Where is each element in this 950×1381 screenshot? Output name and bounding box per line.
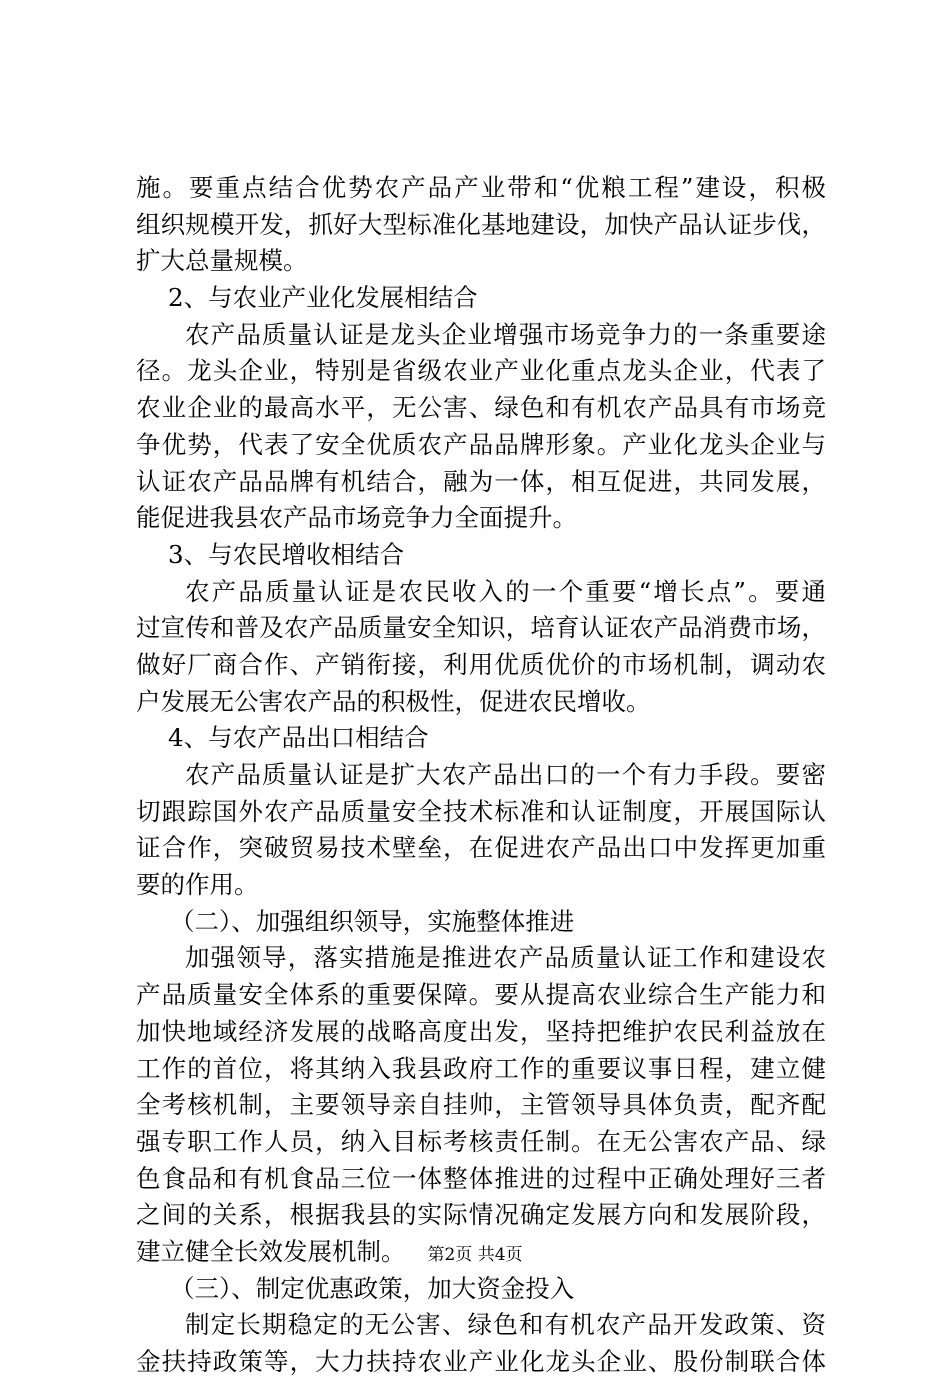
- text-line: 色食品和有机食品三位一体整体推进的过程中正确处理好三者: [136, 1163, 826, 1193]
- text-line: 制定长期稳定的无公害、绿色和有机农产品开发政策、资: [185, 1310, 826, 1340]
- body-text: [136, 170, 826, 1381]
- section-heading: 2、与农业产业化发展相结合: [168, 283, 478, 313]
- text-line: 切跟踪国外农产品质量安全技术标准和认证制度，开展国际认: [136, 796, 826, 826]
- text-line: 工作的首位，将其纳入我县政府工作的重要议事日程，建立健: [136, 1053, 826, 1083]
- text-line: 能促进我县农产品市场竞争力全面提升。: [136, 503, 577, 533]
- section-heading: （二）、加强组织领导，实施整体推进: [170, 906, 575, 936]
- section-heading: 4、与农产品出口相结合: [168, 723, 429, 753]
- text-line: 径。龙头企业，特别是省级农业产业化重点龙头企业，代表了: [136, 356, 826, 386]
- text-line: 做好厂商合作、产销衔接，利用优质优价的市场机制，调动农: [136, 649, 826, 679]
- text-line: 金扶持政策等，大力扶持农业产业化龙头企业、股份制联合体: [136, 1347, 826, 1376]
- text-line: 农业企业的最高水平，无公害、绿色和有机农产品具有市场竞: [136, 393, 826, 423]
- text-line: 之间的关系，根据我县的实际情况确定发展方向和发展阶段，: [136, 1200, 826, 1230]
- text-line: 认证农产品品牌有机结合，融为一体，相互促进，共同发展，: [136, 466, 826, 496]
- text-line: 农产品质量认证是龙头企业增强市场竞争力的一条重要途: [185, 319, 826, 349]
- text-line: 要的作用。: [136, 870, 259, 900]
- page-footer: 第2页 共4页: [427, 1245, 523, 1265]
- text-line: 证合作，突破贸易技术壁垒，在促进农产品出口中发挥更加重: [136, 833, 826, 863]
- text-line: 强专职工作人员，纳入目标考核责任制。在无公害农产品、绿: [136, 1126, 826, 1156]
- text-line: 建立健全长效发展机制。: [136, 1236, 406, 1266]
- text-line: 扩大总量规模。: [136, 246, 308, 276]
- text-line: 施。要重点结合优势农产品产业带和“优粮工程”建设，积极: [136, 173, 826, 202]
- text-line: 过宣传和普及农产品质量安全知识，培育认证农产品消费市场，: [136, 613, 826, 643]
- text-line: 产品质量安全体系的重要保障。要从提高农业综合生产能力和: [136, 980, 826, 1010]
- text-line: 户发展无公害农产品的积极性，促进农民增收。: [136, 686, 651, 716]
- text-line: 组织规模开发，抓好大型标准化基地建设，加快产品认证步伐，: [136, 209, 826, 239]
- text-line: 争优势，代表了安全优质农产品品牌形象。产业化龙头企业与: [136, 429, 826, 459]
- text-line: 农产品质量认证是扩大农产品出口的一个有力手段。要密: [185, 760, 826, 789]
- section-heading: （三）、制定优惠政策，加大资金投入: [170, 1273, 575, 1303]
- section-heading: 3、与农民增收相结合: [168, 539, 405, 569]
- text-line: 加强领导，落实措施是推进农产品质量认证工作和建设农: [185, 943, 826, 973]
- text-line: 农产品质量认证是农民收入的一个重要“增长点”。要通: [185, 576, 826, 606]
- text-line: 全考核机制，主要领导亲自挂帅，主管领导具体负责，配齐配: [136, 1090, 826, 1120]
- text-line: 加快地域经济发展的战略高度出发，坚持把维护农民利益放在: [136, 1016, 826, 1046]
